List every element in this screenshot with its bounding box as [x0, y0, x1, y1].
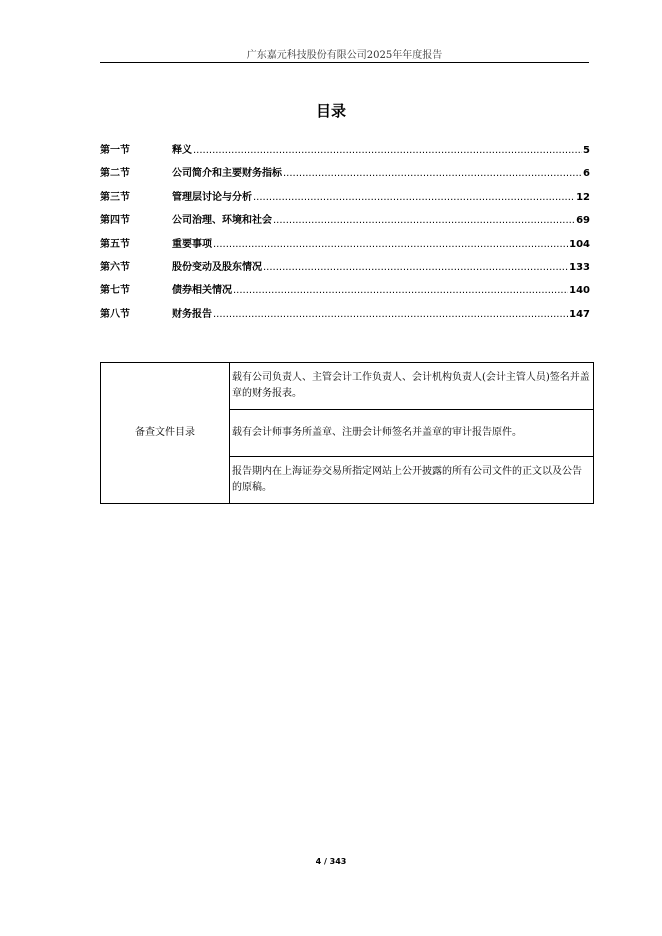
- toc-page-number: 104: [569, 238, 590, 250]
- toc-page-number: 6: [583, 168, 590, 180]
- reference-document-item: 载有会计师事务所盖章、注册会计师签名并盖章的审计报告原件。: [230, 410, 594, 457]
- toc-section-number: 第六节: [100, 261, 130, 273]
- reference-documents-label: 备查文件目录: [101, 363, 230, 504]
- toc-leader-dots: [253, 192, 575, 203]
- toc-page-number: 69: [576, 215, 590, 227]
- toc-section-name: 重要事项: [172, 238, 212, 250]
- toc-title: 目录: [315, 102, 346, 120]
- toc-entry-4[interactable]: [100, 211, 590, 234]
- toc-leader-dots: [263, 262, 568, 273]
- reference-document-item: 载有公司负责人、主管会计工作负责人、会计机构负责人(会计主管人员)签名并盖章的财务报表。: [230, 363, 594, 410]
- toc-page-number: 133: [569, 261, 590, 273]
- toc-section-number: 第七节: [100, 285, 130, 297]
- toc-page-number: 5: [583, 145, 590, 156]
- toc-leader-dots: [273, 215, 575, 226]
- toc-section-name: 管理层讨论与分析: [172, 191, 252, 203]
- toc-section-name: 财务报告: [172, 308, 212, 320]
- header-divider: [100, 62, 589, 63]
- toc-entry-7[interactable]: [100, 281, 590, 304]
- toc-page-number: 147: [569, 308, 590, 320]
- toc-leader-dots: [213, 239, 568, 250]
- toc-page-number: 140: [569, 285, 590, 297]
- toc-leader-dots: [193, 145, 582, 156]
- toc-page-number: 12: [576, 191, 590, 203]
- toc-section-number: 第三节: [100, 191, 130, 203]
- table-row: [101, 363, 594, 410]
- page-header: 广东嘉元科技股份有限公司2025年年度报告: [246, 50, 443, 61]
- toc-section-name: 公司治理、环境和社会: [172, 215, 272, 227]
- toc-leader-dots: [283, 168, 582, 179]
- toc-leader-dots: [213, 309, 568, 320]
- table-of-contents: [100, 141, 590, 328]
- toc-section-number: 第八节: [100, 308, 130, 320]
- toc-section-name: 公司简介和主要财务指标: [172, 168, 282, 180]
- toc-entry-3[interactable]: [100, 188, 590, 211]
- toc-entry-1[interactable]: [100, 141, 590, 164]
- toc-section-name: 股份变动及股东情况: [172, 261, 262, 273]
- toc-entry-8[interactable]: [100, 305, 590, 328]
- toc-section-number: 第一节: [100, 145, 130, 156]
- reference-document-item: 报告期内在上海证券交易所指定网站上公开披露的所有公司文件的正文以及公告的原稿。: [230, 457, 594, 504]
- toc-entry-5[interactable]: [100, 235, 590, 258]
- toc-section-number: 第四节: [100, 215, 130, 227]
- toc-section-name: 释义: [172, 145, 192, 156]
- toc-section-name: 债券相关情况: [172, 285, 232, 297]
- toc-entry-6[interactable]: [100, 258, 590, 281]
- page-number: 4 / 343: [315, 857, 347, 866]
- toc-entry-2[interactable]: [100, 164, 590, 187]
- toc-leader-dots: [233, 285, 568, 296]
- toc-section-number: 第二节: [100, 168, 130, 180]
- toc-section-number: 第五节: [100, 238, 130, 250]
- reference-documents-table: [100, 362, 594, 504]
